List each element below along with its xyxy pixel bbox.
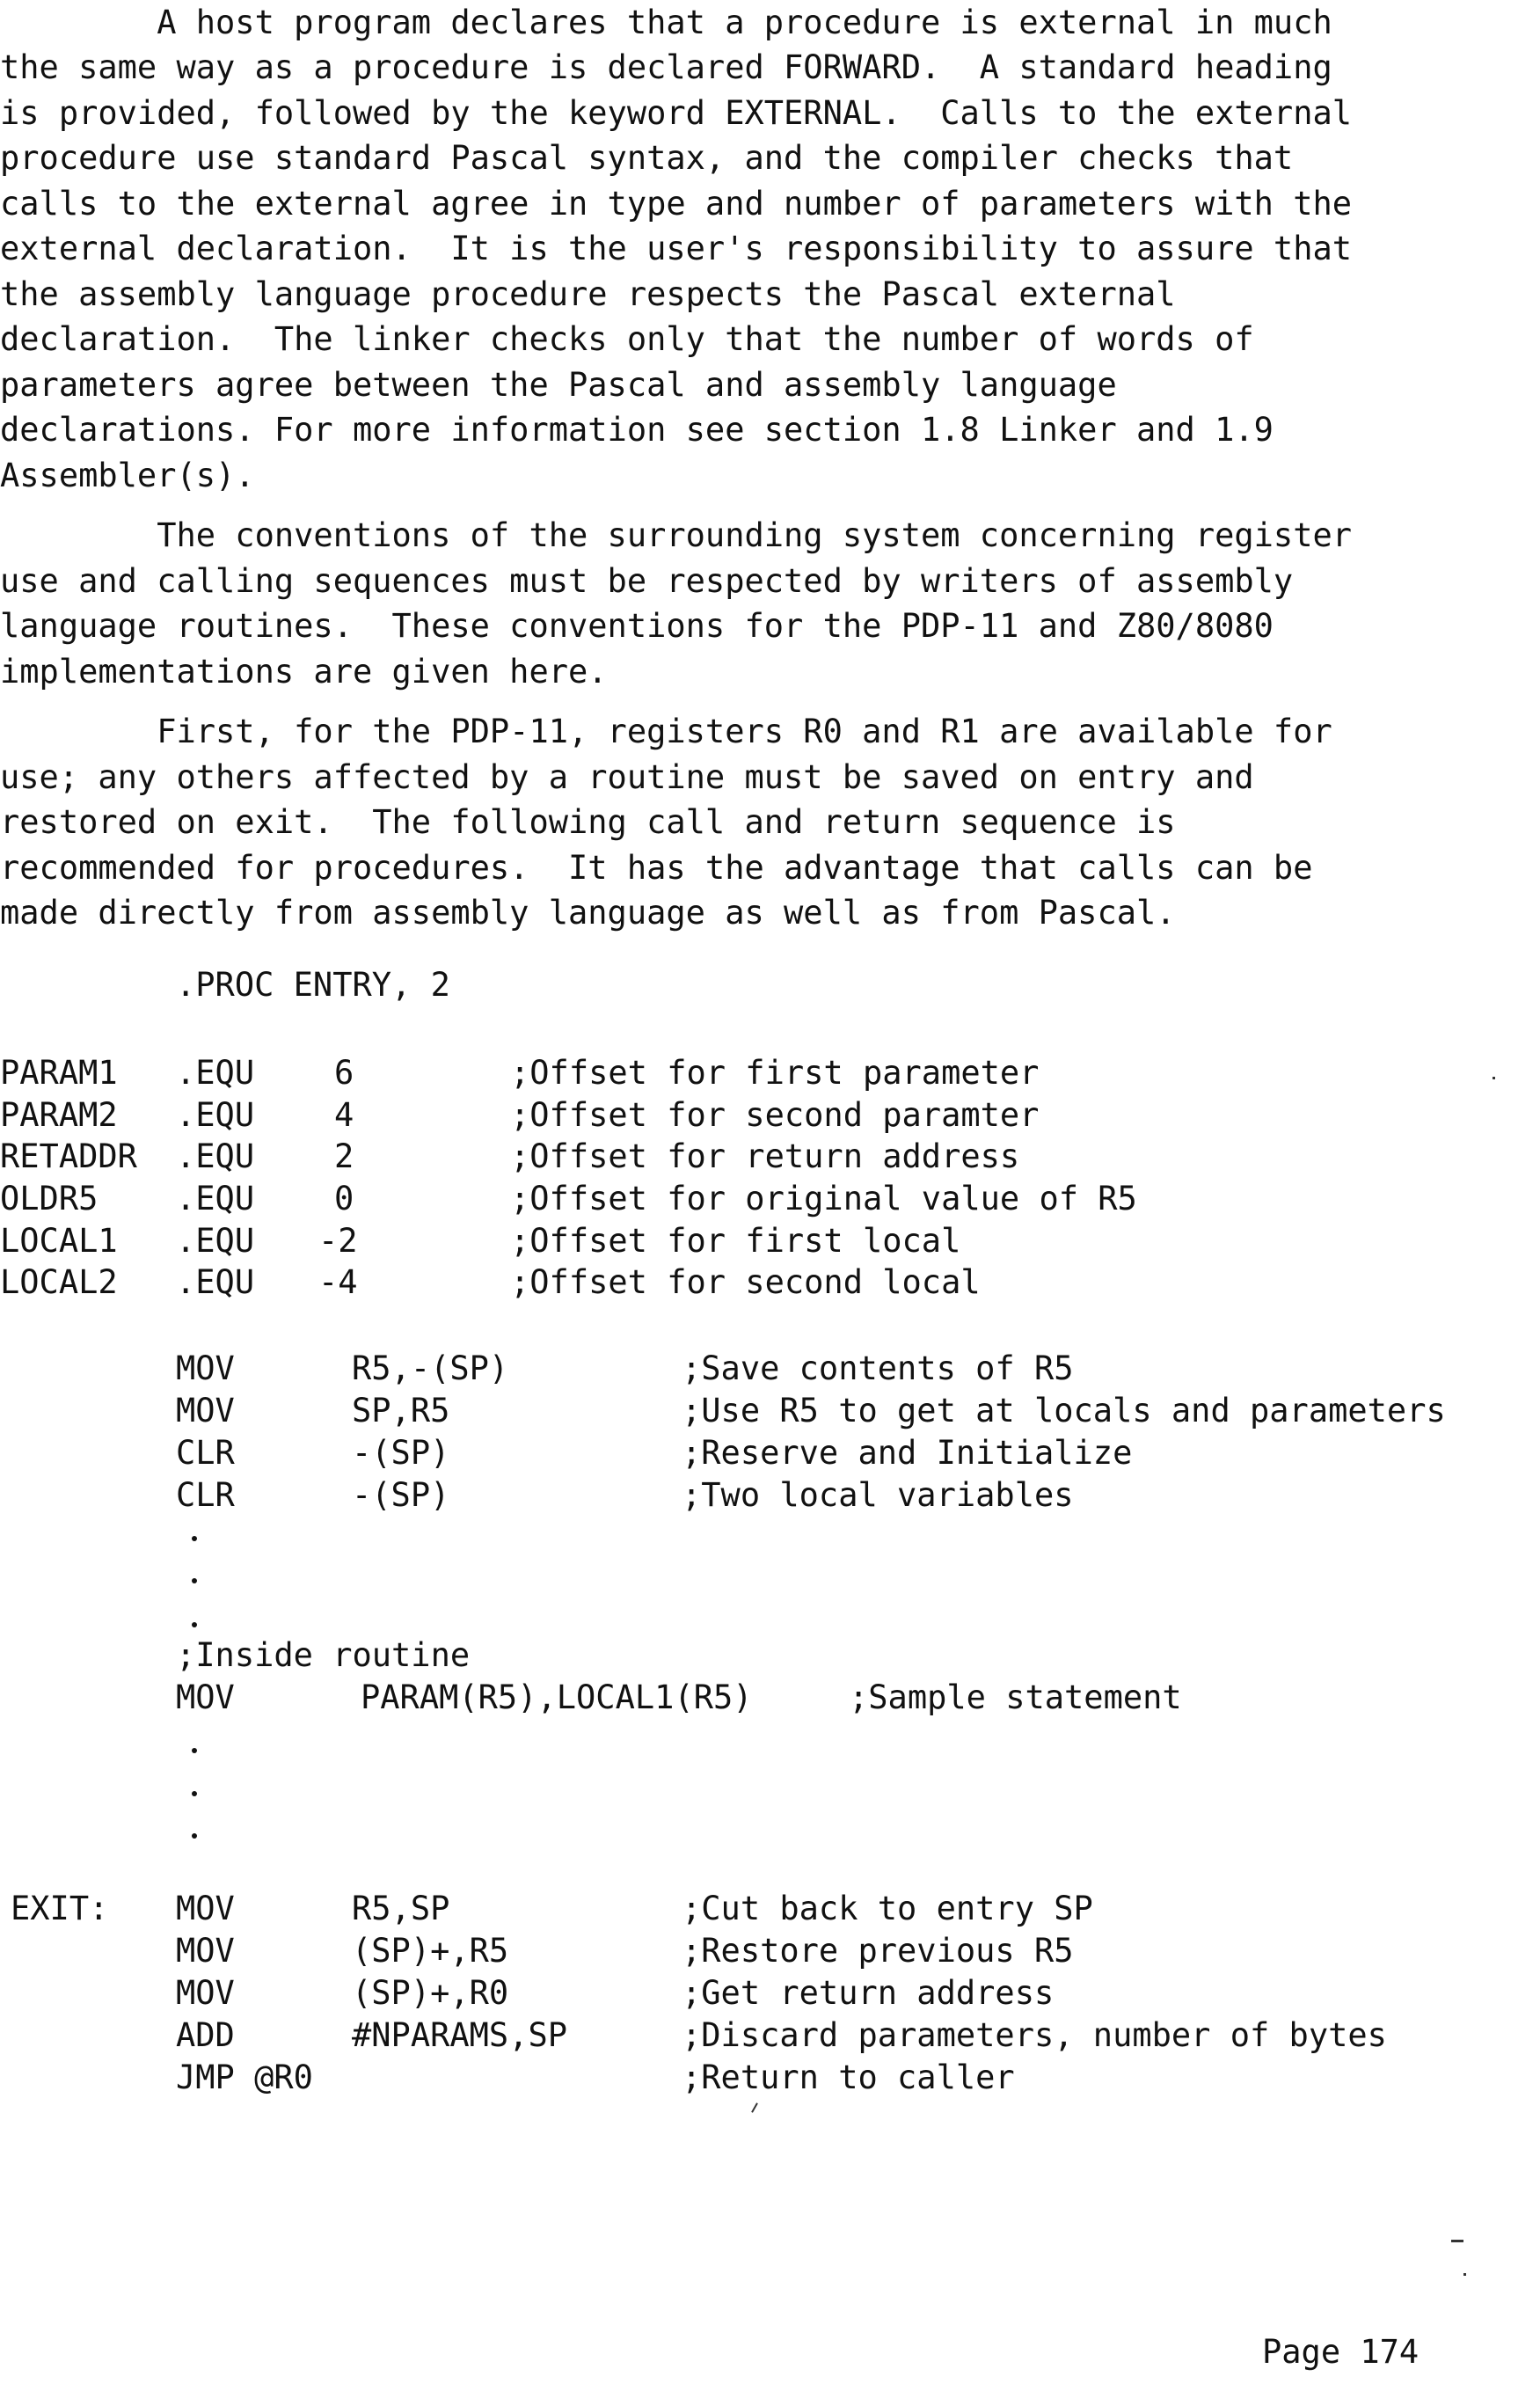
- instruction-operand: R5,SP: [352, 1890, 450, 1927]
- paragraph-line: First, for the PDP-11, registers R0 and R1 are available for: [0, 713, 1332, 750]
- instruction-comment: ;Discard parameters, number of bytes: [682, 2016, 1387, 2054]
- instruction-operand: R5,-(SP): [352, 1349, 509, 1387]
- scan-speck: [751, 2102, 758, 2112]
- instruction-comment: ;Use R5 to get at locals and parameters: [682, 1392, 1446, 1429]
- exit-label: EXIT:: [11, 1890, 109, 1927]
- instruction-op: MOV: [176, 1974, 235, 2012]
- inside-routine-comment: ;Inside routine: [176, 1636, 471, 1674]
- instruction-op: MOV: [176, 1392, 235, 1429]
- paragraph-line: language routines. These conventions for the PDP-11 and Z80/8080: [0, 607, 1274, 645]
- equate-value: -4: [318, 1263, 358, 1301]
- paragraph-line: use; any others affected by a routine must be saved on entry and: [0, 758, 1254, 796]
- paragraph-line: procedure use standard Pascal syntax, and the compiler checks that: [0, 139, 1294, 177]
- scan-speck: [1463, 2273, 1466, 2276]
- paragraph-line: use and calling sequences must be respected by writers of assembly: [0, 562, 1294, 600]
- instruction-op: JMP @R0: [176, 2058, 313, 2096]
- instruction-operand: -(SP): [352, 1434, 450, 1472]
- equate-value: 4: [334, 1096, 354, 1134]
- ellipsis-dot: [192, 1833, 197, 1839]
- instruction-op: ADD: [176, 2016, 235, 2054]
- equate-op: .EQU: [176, 1137, 255, 1175]
- equate-value: 6: [334, 1054, 354, 1092]
- paragraph-line: is provided, followed by the keyword EXTERNAL. Calls to the external: [0, 94, 1353, 132]
- paragraph-line: restored on exit. The following call and return sequence is: [0, 803, 1176, 841]
- instruction-op: MOV: [176, 1349, 235, 1387]
- instruction-operand: #NPARAMS,SP: [352, 2016, 568, 2054]
- paragraph-line: The conventions of the surrounding system concerning register: [0, 516, 1353, 554]
- instruction-op: CLR: [176, 1434, 235, 1472]
- ellipsis-dot: [192, 1578, 197, 1583]
- equate-comment: ;Offset for return address: [510, 1137, 1020, 1175]
- scan-speck: [1451, 2240, 1463, 2242]
- equate-comment: ;Offset for second paramter: [510, 1096, 1040, 1134]
- instruction-operand: (SP)+,R0: [352, 1974, 509, 2012]
- equate-comment: ;Offset for first local: [510, 1222, 961, 1260]
- ellipsis-dot: [192, 1622, 197, 1627]
- equate-comment: ;Offset for second local: [510, 1263, 981, 1301]
- equate-op: .EQU: [176, 1054, 255, 1092]
- paragraph-line: recommended for procedures. It has the advantage that calls can be: [0, 849, 1313, 887]
- instruction-op: MOV: [176, 1932, 235, 1970]
- paragraph-line: A host program declares that a procedure is external in much: [0, 4, 1332, 41]
- instruction-comment: ;Get return address: [682, 1974, 1055, 2012]
- paragraph-line: made directly from assembly language as well as from Pascal.: [0, 894, 1176, 932]
- ellipsis-dot: [192, 1536, 197, 1541]
- scan-speck: [1493, 1077, 1495, 1079]
- instruction-operand: PARAM(R5),LOCAL1(R5): [361, 1678, 753, 1716]
- equate-label: LOCAL2: [0, 1263, 118, 1301]
- instruction-operand: (SP)+,R5: [352, 1932, 509, 1970]
- instruction-comment: ;Two local variables: [682, 1476, 1074, 1514]
- instruction-op: MOV: [176, 1890, 235, 1927]
- instruction-comment: ;Save contents of R5: [682, 1349, 1074, 1387]
- page-number: Page 174: [1262, 2333, 1420, 2371]
- equate-label: RETADDR: [0, 1137, 137, 1175]
- equate-op: .EQU: [176, 1263, 255, 1301]
- ellipsis-dot: [192, 1748, 197, 1753]
- instruction-operand: -(SP): [352, 1476, 450, 1514]
- paragraph-line: declaration. The linker checks only that the number of words of: [0, 320, 1254, 358]
- instruction-comment: ;Cut back to entry SP: [682, 1890, 1093, 1927]
- equate-comment: ;Offset for original value of R5: [510, 1180, 1137, 1217]
- equate-op: .EQU: [176, 1096, 255, 1134]
- equate-value: -2: [318, 1222, 358, 1260]
- paragraph-line: external declaration. It is the user's responsibility to assure that: [0, 230, 1353, 267]
- proc-directive: .PROC ENTRY, 2: [176, 966, 450, 1004]
- equate-value: 2: [334, 1137, 354, 1175]
- equate-label: PARAM1: [0, 1054, 118, 1092]
- equate-comment: ;Offset for first parameter: [510, 1054, 1040, 1092]
- paragraph-line: the same way as a procedure is declared FORWARD. A standard heading: [0, 48, 1332, 86]
- instruction-comment: ;Return to caller: [682, 2058, 1015, 2096]
- equate-op: .EQU: [176, 1180, 255, 1217]
- paragraph-line: parameters agree between the Pascal and assembly language: [0, 366, 1117, 404]
- paragraph-line: the assembly language procedure respects the Pascal external: [0, 275, 1176, 313]
- instruction-op: CLR: [176, 1476, 235, 1514]
- paragraph-line: declarations. For more information see section 1.8 Linker and 1.9: [0, 411, 1274, 449]
- instruction-operand: SP,R5: [352, 1392, 450, 1429]
- equate-label: OLDR5: [0, 1180, 99, 1217]
- paragraph-line: calls to the external agree in type and number of parameters with the: [0, 185, 1353, 223]
- equate-value: 0: [334, 1180, 354, 1217]
- instruction-op: MOV: [176, 1678, 235, 1716]
- paragraph-line: Assembler(s).: [0, 457, 255, 494]
- instruction-comment: ;Reserve and Initialize: [682, 1434, 1133, 1472]
- ellipsis-dot: [192, 1791, 197, 1796]
- instruction-comment: ;Sample statement: [849, 1678, 1182, 1716]
- equate-label: LOCAL1: [0, 1222, 118, 1260]
- equate-label: PARAM2: [0, 1096, 118, 1134]
- equate-op: .EQU: [176, 1222, 255, 1260]
- paragraph-line: implementations are given here.: [0, 653, 608, 691]
- instruction-comment: ;Restore previous R5: [682, 1932, 1074, 1970]
